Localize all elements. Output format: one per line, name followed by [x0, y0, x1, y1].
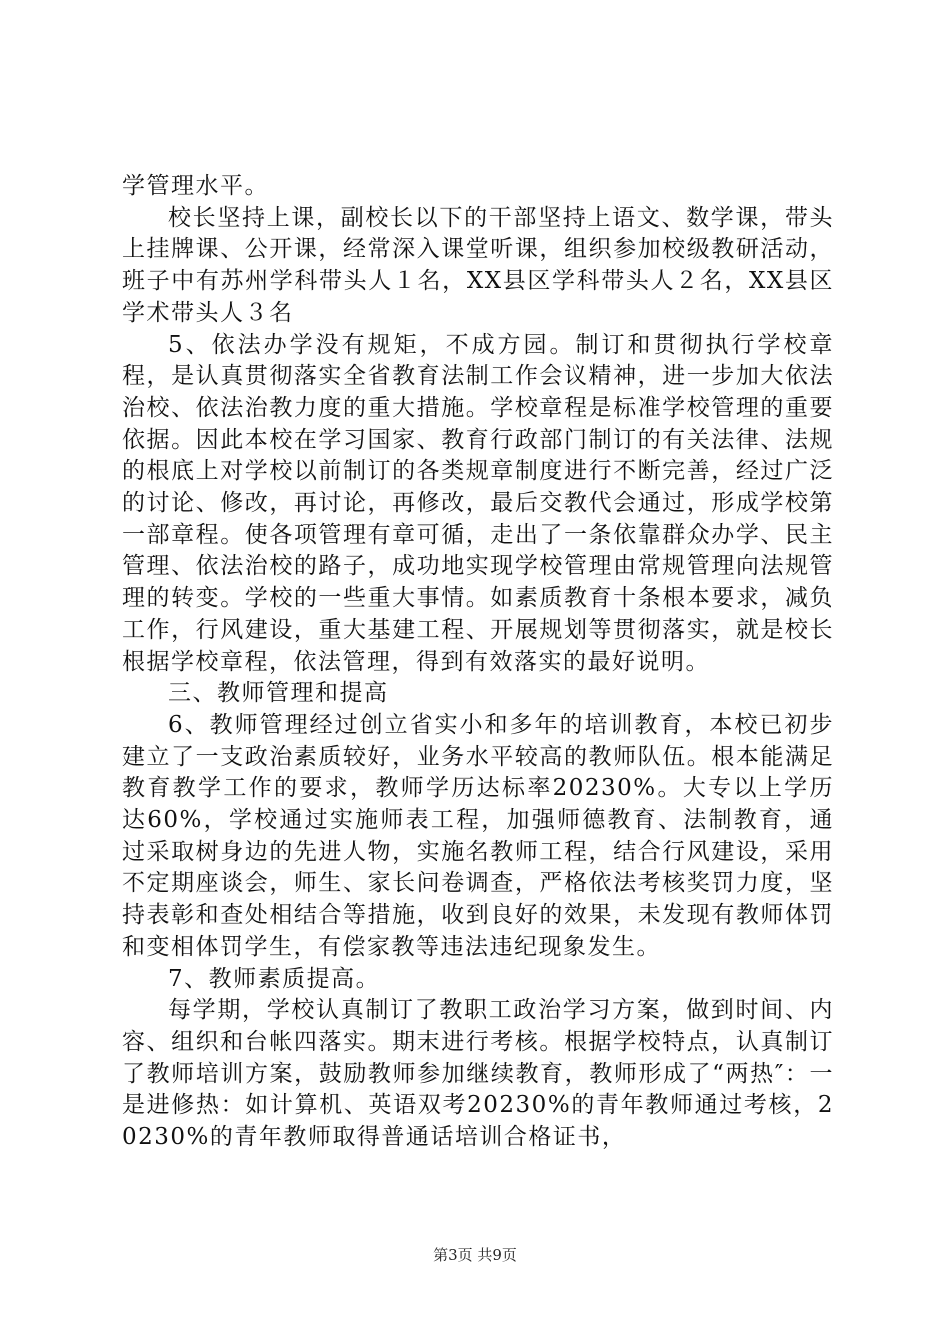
- document-body: [122, 171, 834, 1154]
- section-heading: 三、教师管理和提高: [168, 680, 389, 707]
- paragraph-3: 5、依法办学没有规矩，不成方园。制订和贯彻执行学校章程，是认真贯彻落实全省教育法制工作会议精神，进一步加大依法治校、依法治教力度的重大措施。学校章程是标准学校管理的重要依据。因此本校在学习国家、教育行政部门制订的有关法律、法规的根底上对学校以前制订的各类规章制度进行不断完善，经过广泛的讨论、修改，再讨论，再修改，最后交教代会通过，形成学校第一部章程。使各项管理有章可循，走出了一条依靠群众办学、民主管理、依法治校的路子，成功地实现学校管理由常规管理向法规管理的转变。学校的一些重大事情。如素质教育十条根本要求，减负工作，行风建设，重大基建工程、开展规划等贯彻落实，就是校长根据学校章程，依法管理，得到有效落实的最好说明。: [122, 331, 834, 675]
- paragraph-2: 校长坚持上课，副校长以下的干部坚持上语文、数学课，带头上挂牌课、公开课，经常深入课堂听课，组织参加校级教研活动，班子中有苏州学科带头人１名，XX县区学科带头人２名，XX县区学术带头人３名: [122, 204, 834, 326]
- page-footer: 第3页 共9页: [433, 1246, 517, 1264]
- paragraph-5: 6、教师管理经过创立省实小和多年的培训教育，本校已初步建立了一支政治素质较好，业务水平较高的教师队伍。根本能满足教育教学工作的要求，教师学历达标率20230%。大专以上学历达60%，学校通过实施师表工程，加强师德教育、法制教育，通过采取树身边的先进人物，实施名教师工程，结合行风建设，采用不定期座谈会，师生、家长问卷调查，严格依法考核奖罚力度，坚持表彰和查处相结合等措施，收到良好的效果，未发现有教师体罚和变相体罚学生，有偿家教等违法违纪现象发生。: [122, 711, 834, 960]
- paragraph-7: 每学期，学校认真制订了教职工政治学习方案，做到时间、内容、组织和台帐四落实。期末进行考核。根据学校特点，认真制订了教师培训方案，鼓励教师参加继续教育，教师形成了“两热″：一是进修热：如计算机、英语双考20230%的青年教师通过考核，20230%的青年教师取得普通话培训合格证书，: [122, 997, 834, 1151]
- paragraph-1: 学管理水平。: [122, 173, 269, 199]
- paragraph-6: 7、教师素质提高。: [168, 965, 381, 992]
